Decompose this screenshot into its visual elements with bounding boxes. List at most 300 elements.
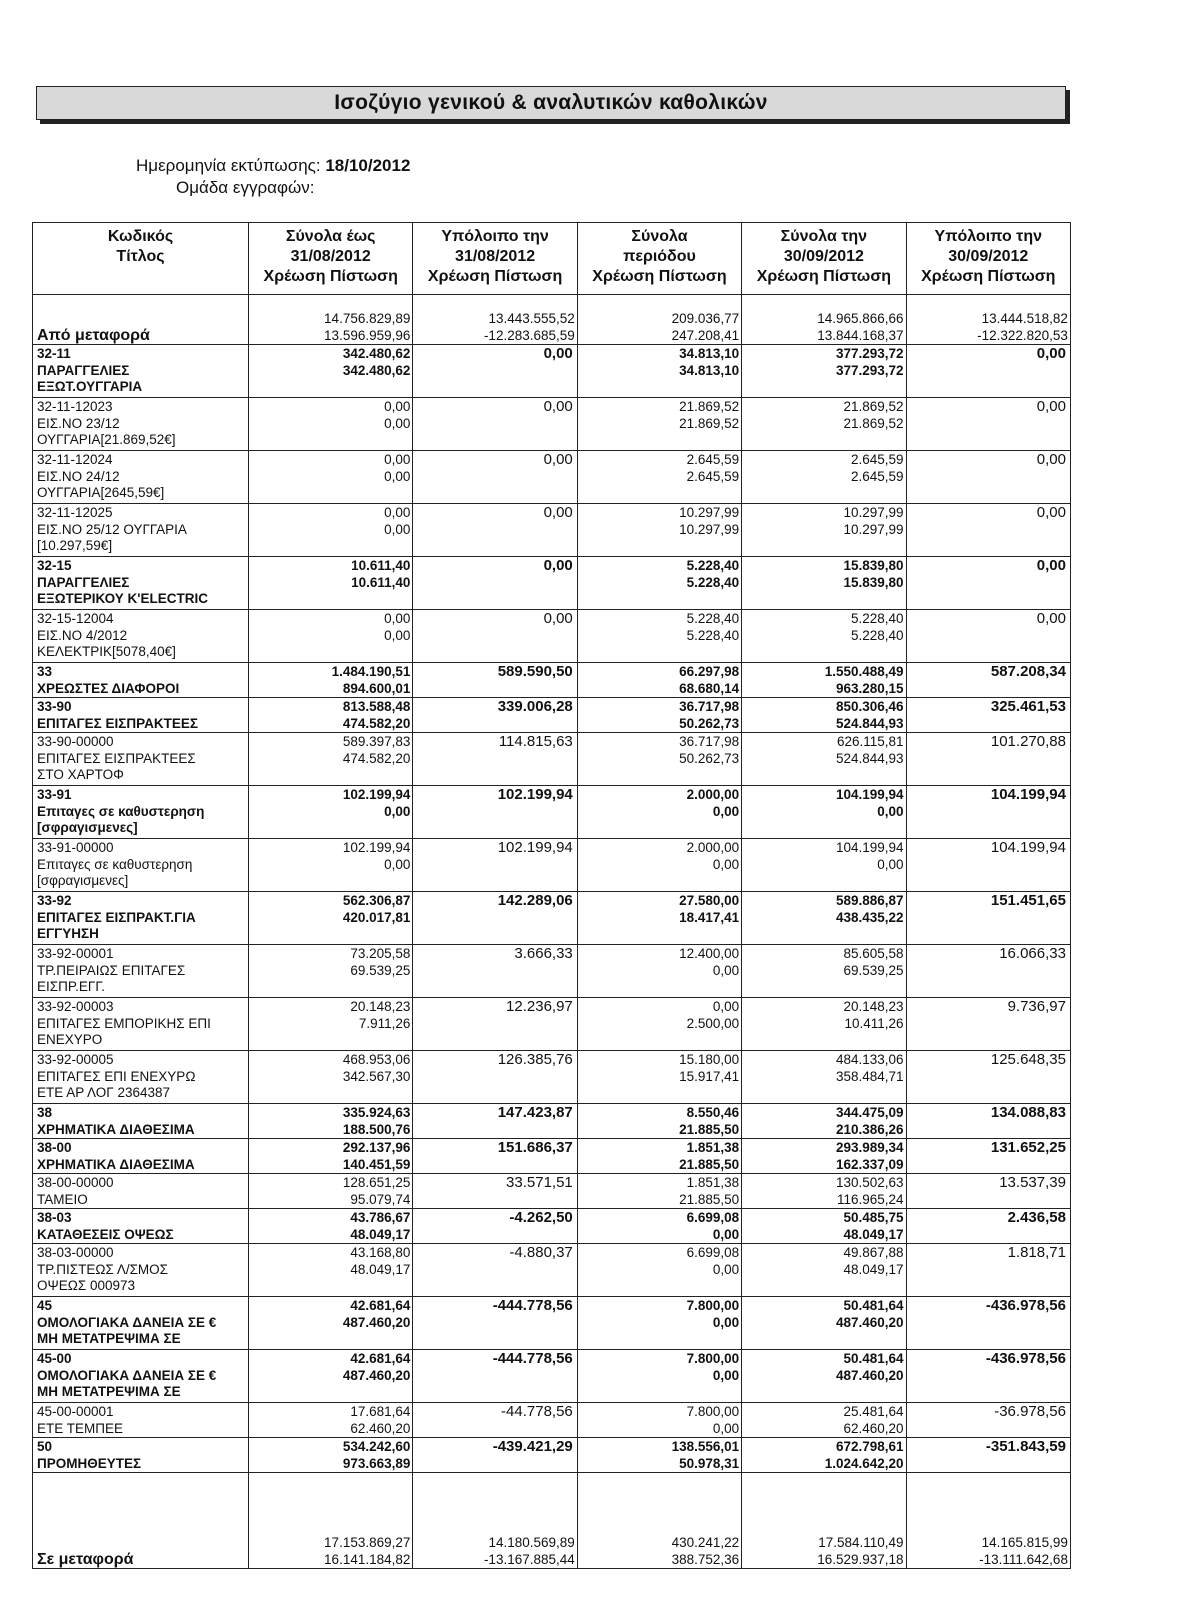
amount-cell-c3	[577, 998, 741, 1051]
balance-value: 13.537,39	[999, 1174, 1066, 1191]
balance-value: 0,00	[543, 398, 573, 415]
header-line: Χρέωση Πίστωση	[592, 268, 727, 285]
amount-cell-c5	[906, 451, 1070, 504]
balance-value: 151.686,37	[497, 1139, 573, 1156]
credit-value: 34.813,10	[679, 362, 740, 378]
carry-in-c5	[906, 295, 1070, 345]
account-title-line: ΕΠΙΤΑΓΕΣ ΕΙΣΠΡΑΚΤΕΕΣ	[37, 715, 198, 731]
amount-cell-c5	[906, 786, 1070, 839]
amount-cell-c5	[906, 1174, 1070, 1209]
balance-value: 0,00	[1036, 398, 1066, 415]
credit-value: -13.111.642,68	[979, 1551, 1068, 1567]
credit-value: 1.024.642,20	[824, 1455, 904, 1471]
credit-value: 116.965,24	[836, 1191, 904, 1207]
debit-value: 1.851,38	[686, 1140, 740, 1155]
debit-value: 626.115,81	[836, 734, 904, 749]
carry-in-c4	[742, 295, 906, 345]
amount-cell-c3	[577, 1139, 741, 1174]
amount-cell-c2	[413, 504, 577, 557]
header-totals-until	[249, 223, 413, 295]
credit-value: 5.228,40	[686, 574, 740, 590]
account-row	[33, 504, 1071, 557]
debit-value: 377.293,72	[835, 346, 904, 361]
amount-cell-c4	[742, 892, 906, 945]
amount-cell-c4	[742, 1297, 906, 1350]
amount-cell-c1	[249, 998, 413, 1051]
debit-value: 49.867,88	[843, 1245, 904, 1260]
print-date-label: Ημερομηνία εκτύπωσης:	[136, 156, 321, 175]
account-row	[33, 663, 1071, 698]
debit-value: 15.839,80	[843, 558, 904, 573]
credit-value: 0,00	[384, 627, 411, 643]
amount-cell-c2	[413, 1209, 577, 1244]
account-row	[33, 1104, 1071, 1139]
amount-cell-c3	[577, 1104, 741, 1139]
account-code: 38-03	[37, 1210, 72, 1225]
account-code: 33-90	[37, 699, 72, 714]
carry-in-label: Από μεταφορά	[33, 295, 249, 345]
credit-value: 50.262,73	[679, 750, 740, 766]
credit-value: -12.322.820,53	[977, 327, 1068, 343]
debit-value: 2.645,59	[686, 452, 740, 467]
amount-cell-c5	[906, 1209, 1070, 1244]
balance-value: 134.088,83	[990, 1104, 1066, 1121]
debit-value: 102.199,94	[342, 787, 411, 802]
balance-value: -444.778,56	[492, 1350, 573, 1367]
amount-cell-c3	[577, 1350, 741, 1403]
amount-cell-c3	[577, 839, 741, 892]
account-title-line: ΕΤΕ ΑΡ ΛΟΓ 2364387	[37, 1085, 171, 1100]
balance-value: 0,00	[1036, 504, 1066, 521]
balance-value: 3.666,33	[514, 945, 573, 962]
amount-cell-c3	[577, 451, 741, 504]
amount-cell-c1	[249, 1350, 413, 1403]
account-title-line: Επιταγες σε καθυστερηση	[37, 856, 193, 872]
amount-cell-c1	[249, 1403, 413, 1438]
debit-value: 10.297,99	[843, 505, 904, 520]
account-title-line: ΕΙΣ.ΝΟ 4/2012	[37, 627, 128, 643]
amount-cell-c5	[906, 1438, 1070, 1473]
debit-value: 21.869,52	[679, 399, 740, 414]
debit-value: 293.989,34	[835, 1140, 904, 1155]
carry-out-row	[33, 1473, 1071, 1569]
amount-cell-c1	[249, 839, 413, 892]
amount-cell-c2	[413, 1051, 577, 1104]
print-date-value: 18/10/2012	[325, 156, 411, 175]
amount-cell-c2	[413, 839, 577, 892]
account-row	[33, 345, 1071, 398]
header-line: 31/08/2012	[290, 248, 371, 265]
balance-value: 147.423,87	[497, 1104, 573, 1121]
debit-value: 7.800,00	[686, 1351, 740, 1366]
account-title-line: ΜΗ ΜΕΤΑΤΡΕΨΙΜΑ ΣΕ	[37, 1331, 181, 1346]
amount-cell-c4	[742, 786, 906, 839]
credit-value: 342.567,30	[342, 1068, 411, 1084]
account-code: 45-00	[37, 1351, 72, 1366]
debit-value: 1.851,38	[686, 1175, 740, 1190]
amount-cell-c2	[413, 698, 577, 733]
credit-value: 21.885,50	[679, 1121, 740, 1137]
amount-cell-c4	[742, 945, 906, 998]
amount-cell-c5	[906, 610, 1070, 663]
amount-cell-c1	[249, 733, 413, 786]
amount-cell-c5	[906, 1403, 1070, 1438]
balance-value: -36.978,56	[994, 1403, 1066, 1420]
balance-value: 0,00	[1036, 345, 1066, 362]
credit-value: 48.049,17	[843, 1261, 904, 1277]
amount-cell-c5	[906, 839, 1070, 892]
account-code-title	[33, 998, 249, 1051]
header-line: Χρέωση Πίστωση	[427, 268, 563, 285]
debit-value: 1.550.488,49	[824, 664, 904, 679]
debit-value: 36.717,98	[679, 699, 740, 714]
amount-cell-c3	[577, 1244, 741, 1297]
account-title-line: ΧΡΕΩΣΤΕΣ ΔΙΑΦΟΡΟΙ	[37, 680, 180, 696]
debit-value: 15.180,00	[679, 1052, 740, 1067]
credit-value: 342.480,62	[342, 362, 411, 378]
credit-value: 247.208,41	[671, 327, 740, 343]
debit-value: 102.199,94	[342, 840, 411, 855]
account-row	[33, 1244, 1071, 1297]
amount-cell-c3	[577, 504, 741, 557]
debit-value: 73.205,58	[350, 946, 411, 961]
credit-value: 95.079,74	[350, 1191, 411, 1207]
account-row	[33, 945, 1071, 998]
balance-value: -436.978,56	[985, 1350, 1066, 1367]
balance-value: 33.571,51	[506, 1174, 573, 1191]
debit-value: 14.965.866,66	[817, 311, 904, 326]
debit-value: 10.611,40	[351, 558, 411, 573]
amount-cell-c1	[249, 663, 413, 698]
account-code: 33-91-00000	[37, 840, 114, 855]
amount-cell-c1	[249, 1051, 413, 1104]
account-title-line: [σφραγισμενες]	[37, 820, 138, 835]
credit-value: 2.500,00	[686, 1015, 740, 1031]
header-line: Σύνολα την	[780, 228, 868, 245]
account-row	[33, 1051, 1071, 1104]
account-code: 45-00-00001	[37, 1404, 114, 1419]
carry-in-c1	[249, 295, 413, 345]
balance-value: 587.208,34	[990, 663, 1066, 680]
debit-value: 21.869,52	[843, 399, 904, 414]
account-title-line: ΕΓΓΥΗΣΗ	[37, 926, 99, 941]
header-line: Σύνολα έως	[285, 228, 376, 245]
account-title-line: [10.297,59€]	[37, 538, 113, 553]
amount-cell-c5	[906, 733, 1070, 786]
account-code-title	[33, 1438, 249, 1473]
amount-cell-c1	[249, 698, 413, 733]
credit-value: 0,00	[712, 1314, 740, 1330]
credit-value: 140.451,59	[342, 1156, 411, 1172]
header-period-totals	[577, 223, 741, 295]
account-code-title	[33, 945, 249, 998]
account-code-title	[33, 698, 249, 733]
account-code: 38-03-00000	[37, 1245, 114, 1260]
credit-value: 0,00	[384, 856, 411, 872]
amount-cell-c4	[742, 398, 906, 451]
credit-value: 973.663,89	[342, 1455, 411, 1471]
account-title-line: [σφραγισμενες]	[37, 873, 129, 888]
account-code: 38-00-00000	[37, 1175, 114, 1190]
balance-value: -439.421,29	[492, 1438, 573, 1455]
debit-value: 104.199,94	[835, 840, 904, 855]
credit-value: 7.911,26	[358, 1015, 411, 1031]
account-title-line: ΕΠΙΤΑΓΕΣ ΕΜΠΟΡΙΚΗΣ ΕΠΙ	[37, 1015, 211, 1031]
account-code-title	[33, 398, 249, 451]
account-code-title	[33, 504, 249, 557]
amount-cell-c2	[413, 1297, 577, 1350]
account-row	[33, 786, 1071, 839]
credit-value: 524.844,93	[835, 715, 904, 731]
debit-value: 50.481,64	[843, 1351, 904, 1366]
debit-value: 430.241,22	[671, 1535, 740, 1550]
credit-value: 2.645,59	[851, 468, 904, 484]
credit-value: 48.049,17	[843, 1226, 904, 1242]
account-code-title	[33, 786, 249, 839]
account-code-title	[33, 663, 249, 698]
debit-value: 66.297,98	[679, 664, 740, 679]
header-line: Υπόλοιπο την	[934, 228, 1042, 245]
debit-value: 5.228,40	[851, 611, 904, 626]
carry-out-c1	[249, 1473, 413, 1569]
balance-value: -44.778,56	[501, 1403, 573, 1420]
amount-cell-c1	[249, 610, 413, 663]
debit-value: 17.584.110,49	[818, 1535, 904, 1550]
credit-value: 0,00	[384, 468, 411, 484]
account-code-title	[33, 451, 249, 504]
credit-value: 420.017,81	[342, 909, 411, 925]
account-title-line: ΤΡ.ΠΙΣΤΕΩΣ Λ/ΣΜΟΣ	[37, 1261, 169, 1277]
debit-value: 10.297,99	[679, 505, 740, 520]
debit-value: 1.484.190,51	[331, 664, 411, 679]
amount-cell-c2	[413, 998, 577, 1051]
balance-value: 126.385,76	[497, 1051, 573, 1068]
account-title-line: ΤΡ.ΠΕΙΡΑΙΩΣ ΕΠΙΤΑΓΕΣ	[37, 962, 186, 978]
amount-cell-c3	[577, 1438, 741, 1473]
account-code: 32-11-12023	[37, 399, 113, 414]
debit-value: 6.699,08	[686, 1245, 740, 1260]
debit-value: 0,00	[384, 505, 411, 520]
debit-value: 813.588,48	[342, 699, 411, 714]
account-title-line: ΠΡΟΜΗΘΕΥΤΕΣ	[37, 1455, 142, 1471]
amount-cell-c4	[742, 1051, 906, 1104]
account-code-title	[33, 1403, 249, 1438]
group-label: Ομάδα εγγραφών:	[176, 178, 315, 197]
header-line: 31/08/2012	[455, 248, 536, 265]
amount-cell-c3	[577, 398, 741, 451]
account-row	[33, 733, 1071, 786]
amount-cell-c4	[742, 1104, 906, 1139]
balance-value: 0,00	[543, 504, 573, 521]
amount-cell-c4	[742, 663, 906, 698]
debit-value: 5.228,40	[686, 611, 740, 626]
amount-cell-c1	[249, 398, 413, 451]
credit-value: 5.228,40	[851, 627, 904, 643]
amount-cell-c3	[577, 557, 741, 610]
amount-cell-c1	[249, 1244, 413, 1297]
amount-cell-c2	[413, 1438, 577, 1473]
amount-cell-c2	[413, 610, 577, 663]
amount-cell-c4	[742, 345, 906, 398]
balance-value: 104.199,94	[990, 839, 1066, 856]
carry-out-c2	[413, 1473, 577, 1569]
credit-value: 13.844.168,37	[817, 327, 904, 343]
amount-cell-c4	[742, 1403, 906, 1438]
account-code-title	[33, 1350, 249, 1403]
balance-value: 142.289,06	[497, 892, 573, 909]
debit-value: 34.813,10	[679, 346, 740, 361]
credit-value: 487.460,20	[342, 1314, 411, 1330]
credit-value: 10.297,99	[679, 521, 740, 537]
account-title-line: ΕΙΣΠΡ.ΕΓΓ.	[37, 979, 106, 994]
debit-value: 335.924,63	[342, 1105, 411, 1120]
trial-balance-table	[32, 222, 1071, 1569]
amount-cell-c3	[577, 786, 741, 839]
account-code: 32-11-12024	[37, 452, 113, 467]
report-title: Ισοζύγιο γενικού & αναλυτικών καθολικών	[334, 91, 768, 114]
amount-cell-c4	[742, 1139, 906, 1174]
header-line: Χρέωση Πίστωση	[263, 268, 398, 285]
account-title-line: ΕΠΙΤΑΓΕΣ ΕΠΙ ΕΝΕΧΥΡΩ	[37, 1068, 196, 1084]
debit-value: 0,00	[384, 611, 411, 626]
debit-value: 209.036,77	[671, 311, 740, 326]
amount-cell-c5	[906, 1297, 1070, 1350]
debit-value: 27.580,00	[679, 893, 740, 908]
account-code-title	[33, 1139, 249, 1174]
header-totals-0930	[742, 223, 906, 295]
debit-value: 344.475,09	[835, 1105, 904, 1120]
credit-value: 0,00	[712, 1367, 740, 1383]
debit-value: 20.148,23	[843, 999, 904, 1014]
credit-value: 524.844,93	[835, 750, 904, 766]
account-row	[33, 1297, 1071, 1350]
print-date-line	[136, 156, 410, 176]
account-title-line: ΕΙΣ.ΝΟ 25/12 ΟΥΓΓΑΡΙΑ	[37, 521, 187, 537]
amount-cell-c3	[577, 892, 741, 945]
amount-cell-c4	[742, 557, 906, 610]
credit-value: 10.611,40	[351, 574, 411, 590]
amount-cell-c5	[906, 1051, 1070, 1104]
credit-value: 21.869,52	[843, 415, 904, 431]
account-code-title	[33, 1297, 249, 1350]
amount-cell-c5	[906, 1244, 1070, 1297]
credit-value: -13.167.885,44	[483, 1551, 575, 1567]
account-title-line: ΟΜΟΛΟΓΙΑΚΑ ΔΑΝΕΙΑ ΣΕ €	[37, 1367, 217, 1383]
amount-cell-c4	[742, 998, 906, 1051]
account-row	[33, 1403, 1071, 1438]
account-title-line: ΣΤΟ ΧΑΡΤΟΦ	[37, 767, 124, 782]
balance-value: 0,00	[1036, 610, 1066, 627]
credit-value: 0,00	[712, 803, 740, 819]
credit-value: 69.539,25	[843, 962, 904, 978]
debit-value: 17.681,64	[350, 1404, 411, 1419]
credit-value: 50.262,73	[679, 715, 740, 731]
amount-cell-c4	[742, 1174, 906, 1209]
debit-value: 50.485,75	[843, 1210, 904, 1225]
credit-value: 69.539,25	[350, 962, 411, 978]
debit-value: 14.180.569,89	[488, 1535, 575, 1550]
amount-cell-c5	[906, 1104, 1070, 1139]
debit-value: 5.228,40	[686, 558, 740, 573]
balance-value: 16.066,33	[999, 945, 1066, 962]
account-code-title	[33, 733, 249, 786]
amount-cell-c2	[413, 945, 577, 998]
credit-value: 0,00	[384, 415, 411, 431]
debit-value: 13.444.518,82	[981, 311, 1068, 326]
credit-value: 0,00	[712, 1226, 740, 1242]
debit-value: 468.953,06	[342, 1052, 411, 1067]
account-title-line: ΟΨΕΩΣ 000973	[37, 1278, 136, 1293]
account-row	[33, 1350, 1071, 1403]
account-title-line: ΕΙΣ.ΝΟ 23/12	[37, 415, 120, 431]
amount-cell-c5	[906, 945, 1070, 998]
account-row	[33, 557, 1071, 610]
account-row	[33, 892, 1071, 945]
debit-value: 534.242,60	[342, 1439, 411, 1454]
account-code: 33-90-00000	[37, 734, 114, 749]
amount-cell-c2	[413, 1350, 577, 1403]
debit-value: 128.651,25	[342, 1175, 411, 1190]
balance-value: 114.815,63	[498, 733, 573, 750]
account-code-title	[33, 1209, 249, 1244]
account-title-line: ΧΡΗΜΑΤΙΚΑ ΔΙΑΘΕΣΙΜΑ	[37, 1121, 195, 1137]
account-title-line: ΕΠΙΤΑΓΕΣ ΕΙΣΠΡΑΚΤΕΕΣ	[37, 750, 196, 766]
amount-cell-c5	[906, 1139, 1070, 1174]
credit-value: 963.280,15	[835, 680, 904, 696]
amount-cell-c2	[413, 1104, 577, 1139]
amount-cell-c1	[249, 1139, 413, 1174]
balance-value: 589.590,50	[497, 663, 573, 680]
amount-cell-c5	[906, 557, 1070, 610]
balance-value: 0,00	[1036, 451, 1066, 468]
credit-value: 62.460,20	[843, 1420, 904, 1436]
account-code-title	[33, 610, 249, 663]
account-title-line: ΟΥΓΓΑΡΙΑ[2645,59€]	[37, 485, 165, 500]
debit-value: 25.481,64	[843, 1404, 904, 1419]
amount-cell-c5	[906, 1350, 1070, 1403]
balance-value: -351.843,59	[985, 1438, 1066, 1455]
account-code: 33-92-00003	[37, 999, 114, 1014]
amount-cell-c5	[906, 892, 1070, 945]
account-code-title	[33, 557, 249, 610]
account-row	[33, 998, 1071, 1051]
amount-cell-c3	[577, 1051, 741, 1104]
credit-value: 10.411,26	[844, 1015, 904, 1031]
account-row	[33, 610, 1071, 663]
debit-value: 104.199,94	[835, 787, 904, 802]
amount-cell-c4	[742, 451, 906, 504]
header-balance-0930	[906, 223, 1070, 295]
carry-in-c3	[577, 295, 741, 345]
amount-cell-c3	[577, 945, 741, 998]
amount-cell-c2	[413, 398, 577, 451]
account-code: 38	[37, 1105, 53, 1120]
amount-cell-c2	[413, 892, 577, 945]
amount-cell-c3	[577, 1174, 741, 1209]
account-title-line: ΠΑΡΑΓΓΕΛΙΕΣ	[37, 362, 130, 378]
balance-value: 125.648,35	[990, 1051, 1066, 1068]
debit-value: 12.400,00	[679, 946, 740, 961]
debit-value: 0,00	[712, 999, 740, 1014]
amount-cell-c2	[413, 733, 577, 786]
credit-value: 894.600,01	[342, 680, 411, 696]
credit-value: 358.484,71	[835, 1068, 904, 1084]
amount-cell-c1	[249, 892, 413, 945]
account-code-title	[33, 1244, 249, 1297]
debit-value: 2.000,00	[686, 840, 740, 855]
report-title-bar	[36, 86, 1066, 120]
account-row	[33, 698, 1071, 733]
